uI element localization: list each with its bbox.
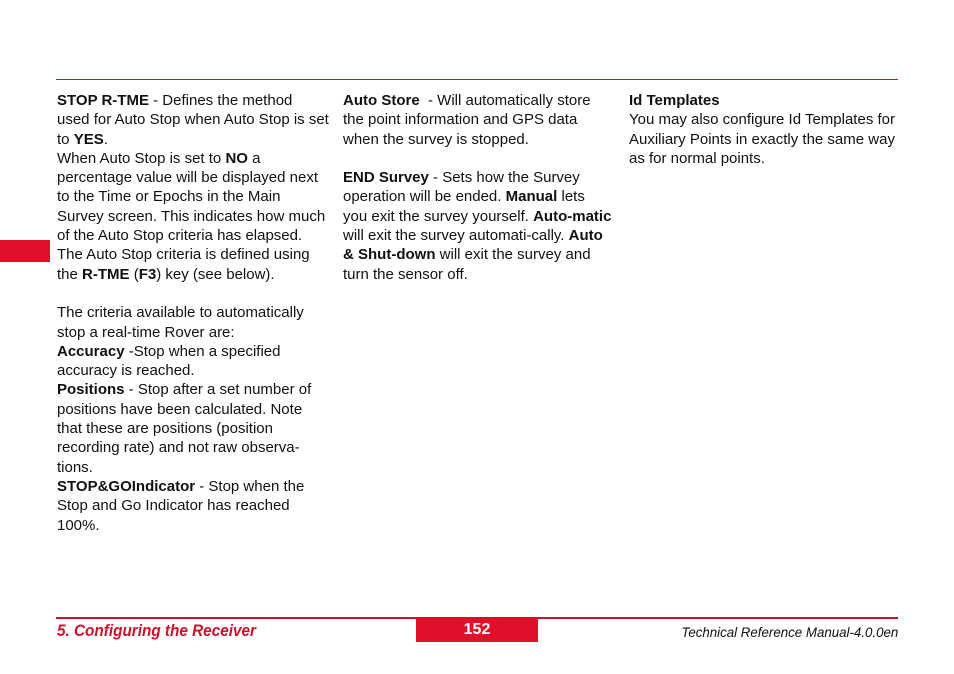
- criteria-intro: The criteria available to automatically stop a real-time Rover are:: [57, 304, 304, 341]
- accuracy-text: -Stop when a specified accuracy is reached.: [57, 342, 281, 380]
- automatic-option: Auto-matic: [533, 207, 612, 225]
- no-value: NO: [225, 149, 248, 167]
- header-rule: [56, 79, 898, 80]
- footer-chapter-title: 5. Configuring the Receiver: [57, 621, 256, 640]
- positions-text: - Stop after a set number of positions have been calculated. Note that these are positions (position recording rate) and not raw observa-tions.: [57, 381, 312, 476]
- footer-manual-title: Technical Reference Manual-4.0.0en: [681, 624, 898, 640]
- when-no-text-2: a percentage value will be displayed next to the Time or Epochs in the Main Survey screen. This indicates how much of the Auto Stop criteria has elapsed. The Auto Stop criteria is defined using the: [57, 149, 326, 283]
- when-no-text-4: ) key (see below).: [156, 265, 275, 283]
- when-no-text: When Auto Stop is set to: [57, 149, 226, 167]
- accuracy-term: Accuracy: [57, 342, 125, 360]
- auto-store-paragraph: [343, 91, 613, 149]
- end-survey-term: END Survey: [343, 169, 429, 187]
- stopgo-term: STOP&GOIndicator: [57, 477, 196, 495]
- auto-shutdown-option: Auto & Shut-down: [343, 227, 603, 264]
- auto-store-term: Auto Store: [343, 92, 420, 109]
- f3-key-label: F3: [138, 265, 157, 283]
- yes-value: YES: [73, 130, 104, 148]
- manual-option: Manual: [505, 188, 558, 206]
- chapter-tab-marker: [0, 240, 50, 262]
- column-left: [57, 91, 329, 535]
- positions-paragraph: [57, 380, 329, 476]
- end-survey-text-4: will exit the survey and turn the sensor off.: [343, 246, 591, 283]
- id-templates-text: You may also configure Id Templates for Auxiliary Points in exactly the same way as for normal points.: [629, 111, 895, 167]
- stopgo-text: - Stop when the Stop and Go Indicator has reached 100%.: [57, 477, 305, 534]
- column-right: [629, 91, 899, 168]
- column-middle: [343, 91, 613, 284]
- stop-rtme-end: .: [103, 130, 108, 148]
- end-survey-text-3: will exit the survey automati-cally.: [343, 227, 569, 245]
- accuracy-paragraph: [57, 342, 329, 381]
- stop-rtme-text: - Defines the method used for Auto Stop when Auto Stop is set to: [57, 92, 329, 148]
- id-templates-heading: [629, 91, 899, 110]
- end-survey-text-2: lets you exit the survey yourself.: [343, 188, 585, 225]
- end-survey-paragraph: [343, 168, 613, 284]
- stop-rtme-paragraph: [57, 91, 329, 149]
- stopgo-paragraph: [57, 477, 329, 535]
- auto-store-text: - Will automatically store the point information and GPS data when the survey is stopped.: [343, 92, 595, 148]
- positions-term: Positions: [57, 381, 125, 399]
- when-no-paragraph: [57, 149, 329, 284]
- page-number: 152: [416, 619, 538, 642]
- when-no-text-3: (: [129, 265, 139, 283]
- stop-rtme-term: STOP R-TME: [57, 92, 149, 109]
- id-templates-title: Id Templates: [629, 92, 720, 109]
- rtme-key-label: R-TME: [82, 265, 130, 283]
- end-survey-text-1: - Sets how the Survey operation will be ended.: [343, 169, 580, 206]
